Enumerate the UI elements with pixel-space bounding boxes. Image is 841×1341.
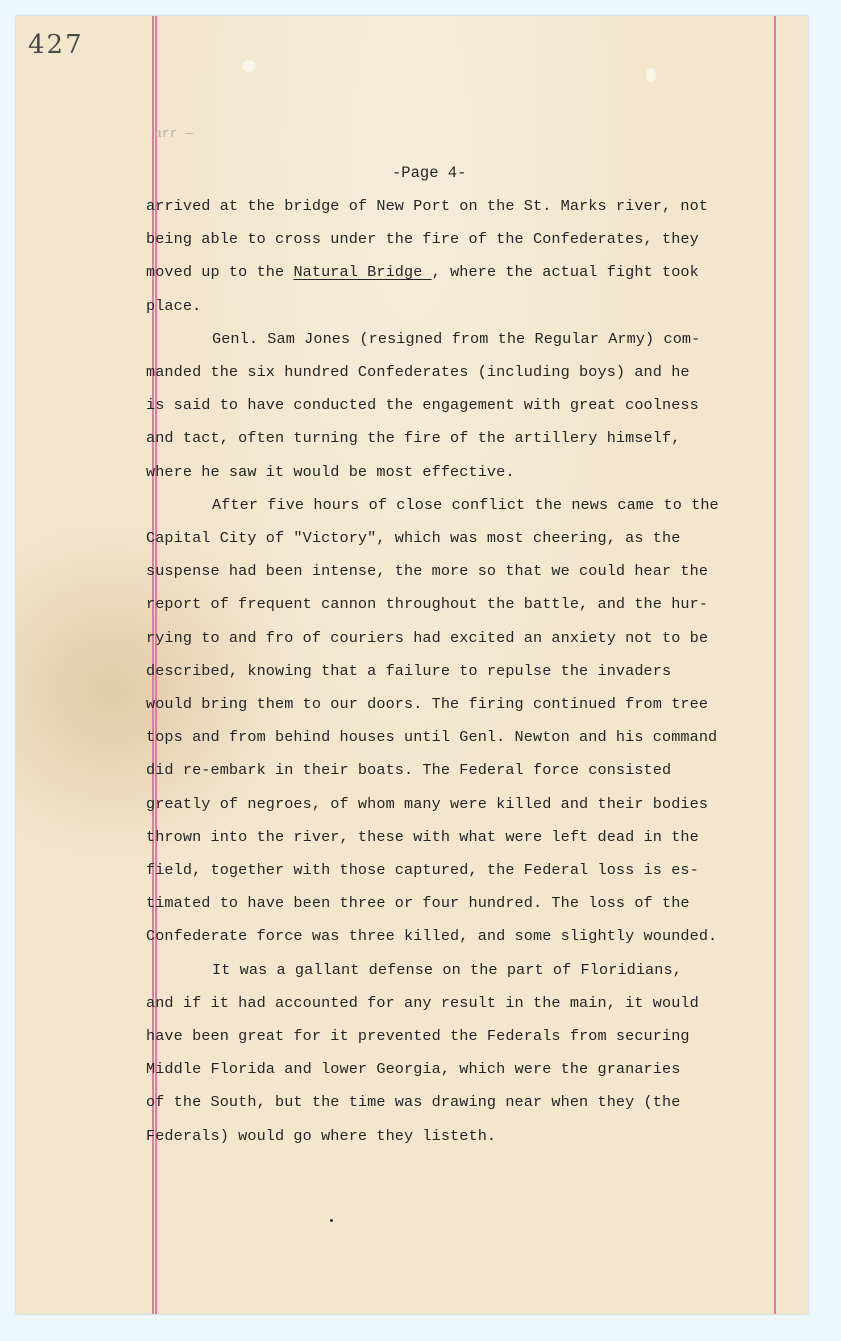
text-line: rying to and fro of couriers had excited an anxiety not to be <box>146 628 709 647</box>
paper-hole <box>242 60 256 72</box>
text-line: would bring them to our doors. The firing continued from tree <box>146 695 709 714</box>
paragraph-start-line: Genl. Sam Jones (resigned from the Regular Army) com- <box>212 329 701 348</box>
page-heading: -Page 4- <box>392 164 467 182</box>
text-line: arrived at the bridge of New Port on the St. Marks river, not <box>146 197 709 215</box>
text-line: being able to cross under the fire of the Confederates, they <box>146 230 699 249</box>
text-line: and tact, often turning the fire of the artillery himself, <box>146 429 681 448</box>
right-margin-rule <box>774 16 776 1314</box>
text-line: did re-embark in their boats. The Federal force consisted <box>146 761 672 780</box>
text-line: Federals) would go where they listeth. <box>146 1126 497 1145</box>
text-line: Middle Florida and lower Georgia, which were the granaries <box>146 1060 681 1079</box>
text-line: described, knowing that a failure to repulse the invaders <box>146 661 672 680</box>
text-line: manded the six hundred Confederates (including boys) and he <box>146 363 690 382</box>
text-line: greatly of negroes, of whom many were killed and their bodies <box>146 794 709 813</box>
paragraph-start-line: It was a gallant defense on the part of Floridians, <box>212 960 682 979</box>
text-line: tops and from behind houses until Genl. Newton and his command <box>146 728 718 747</box>
text-line <box>146 256 774 289</box>
text-fragment: moved up to the <box>146 263 294 282</box>
text-line: of the South, but the time was drawing near when they (the <box>146 1093 681 1112</box>
folio-number: 427 <box>28 30 84 60</box>
text-line: thrown into the river, these with what were left dead in the <box>146 827 699 846</box>
paragraph-start-line: After five hours of close conflict the news came to the <box>212 495 719 514</box>
text-line: report of frequent cannon throughout the battle, and the hur- <box>146 595 709 614</box>
underlined-place-name: Natural Bridge <box>293 263 432 282</box>
text-line: have been great for it prevented the Federals from securing <box>146 1027 690 1046</box>
faint-mark: arr — <box>154 126 194 141</box>
text-line: is said to have conducted the engagement with great coolness <box>146 396 699 415</box>
text-line: and if it had accounted for any result in the main, it would <box>146 993 699 1012</box>
text-line: Capital City of "Victory", which was most cheering, as the <box>146 529 681 548</box>
text-line: Confederate force was three killed, and some slightly wounded. <box>146 927 718 946</box>
text-line: place. <box>146 296 202 315</box>
text-line: field, together with those captured, the Federal loss is es- <box>146 861 699 880</box>
typed-body <box>146 190 774 1153</box>
text-line: timated to have been three or four hundred. The loss of the <box>146 894 690 913</box>
text-fragment: , where the actual fight took <box>431 263 699 282</box>
paper-hole <box>646 68 656 82</box>
text-line: where he saw it would be most effective. <box>146 462 515 481</box>
text-line: suspense had been intense, the more so that we could hear the <box>146 562 709 581</box>
ink-dot <box>330 1219 333 1222</box>
